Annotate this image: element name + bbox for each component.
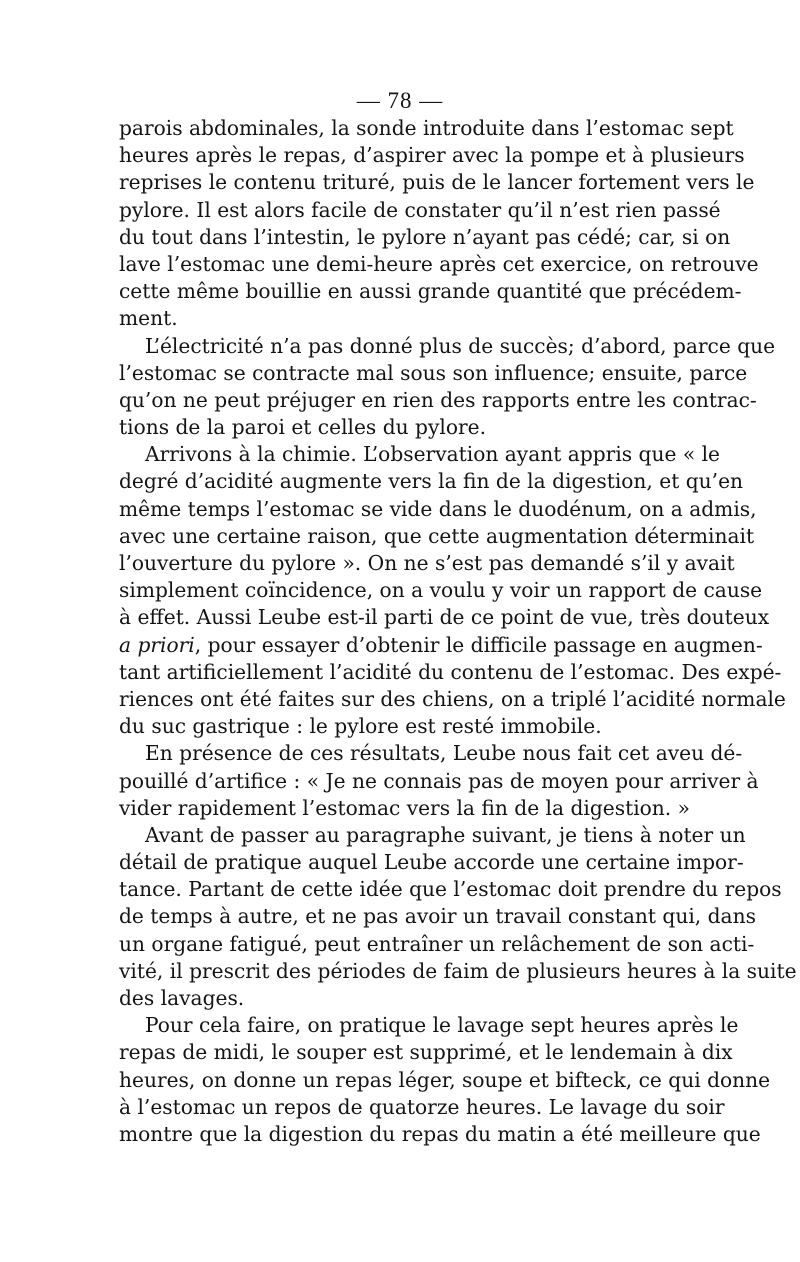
- body-text: [119, 115, 797, 1148]
- text-run: , pour essayer d’obtenir le difficile passage en augmen-: [194, 632, 763, 657]
- text-line: tions de la paroi et celles du pylore.: [119, 415, 486, 440]
- text-line: qu’on ne peut préjuger en rien des rapports entre les contrac-: [119, 387, 757, 412]
- text-line: à effet. Aussi Leube est-il parti de ce point de vue, très douteux: [119, 605, 770, 630]
- text-line: vité, il prescrit des périodes de faim de plusieurs heures à la suite: [119, 958, 797, 983]
- text-line: lave l’estomac une demi-heure après cet exercice, on retrouve: [119, 251, 759, 276]
- text-line: avec une certaine raison, que cette augmentation déterminait: [119, 523, 755, 548]
- text-line: simplement coïncidence, on a voulu y voir un rapport de cause: [119, 578, 763, 603]
- text-line: un organe fatigué, peut entraîner un relâchement de son acti-: [119, 931, 755, 956]
- text-line: heures, on donne un repas léger, soupe et bifteck, ce qui donne: [119, 1067, 771, 1092]
- text-line: tance. Partant de cette idée que l’estomac doit prendre du repos: [119, 877, 782, 902]
- text-line: l’ouverture du pylore ». On ne s’est pas demandé s’il y avait: [119, 551, 735, 575]
- text-line: pouillé d’artifice : « Je ne connais pas de moyen pour arriver à: [119, 768, 759, 793]
- text-line: L’électricité n’a pas donné plus de succès; d’abord, parce que: [145, 333, 776, 358]
- text-line: riences ont été faites sur des chiens, on a triplé l’acidité normale: [119, 686, 786, 711]
- text-line: cette même bouillie en aussi grande quantité que précédem-: [119, 279, 742, 304]
- text-line: Arrivons à la chimie. L’observation ayant appris que « le: [145, 442, 721, 467]
- text-line: reprises le contenu trituré, puis de le lancer fortement vers le: [119, 170, 755, 195]
- text-line: même temps l’estomac se vide dans le duodénum, on a admis,: [119, 496, 757, 521]
- text-line: l’estomac se contracte mal sous son influence; ensuite, parce: [119, 360, 748, 385]
- text-line: [119, 632, 763, 659]
- text-line: du suc gastrique : le pylore est resté immobile.: [119, 714, 602, 739]
- text-line: détail de pratique auquel Leube accorde une certaine impor-: [119, 850, 744, 875]
- text-line: tant artificiellement l’acidité du contenu de l’estomac. Des expé-: [119, 659, 782, 684]
- text-line: parois abdominales, la sonde introduite dans l’estomac sept: [119, 116, 734, 140]
- text-line: heures après le repas, d’aspirer avec la pompe et à plusieurs: [119, 143, 745, 168]
- text-line: Avant de passer au paragraphe suivant, je tiens à noter un: [145, 822, 746, 847]
- text-line: des lavages.: [119, 986, 245, 1010]
- text-line: En présence de ces résultats, Leube nous fait cet aveu dé-: [145, 741, 743, 766]
- page-number: — 78 —: [356, 88, 444, 113]
- text-line: du tout dans l’intestin, le pylore n’ayant pas cédé; car, si on: [119, 224, 731, 249]
- text-line: pylore. Il est alors facile de constater qu’il n’est rien passé: [119, 197, 721, 222]
- text-line: montre que la digestion du repas du matin a été meilleure que: [119, 1121, 761, 1146]
- text-line: vider rapidement l’estomac vers la fin de la digestion. »: [119, 795, 690, 820]
- text-line: ment.: [119, 306, 178, 331]
- text-line: Pour cela faire, on pratique le lavage sept heures après le: [145, 1013, 739, 1038]
- text-line: de temps à autre, et ne pas avoir un travail constant qui, dans: [119, 904, 756, 929]
- italic-phrase: a priori: [119, 632, 195, 657]
- text-line: repas de midi, le souper est supprimé, et le lendemain à dix: [119, 1040, 733, 1065]
- text-line: degré d’acidité augmente vers la fin de la digestion, et qu’en: [119, 469, 744, 494]
- text-line: à l’estomac un repos de quatorze heures. Le lavage du soir: [119, 1094, 725, 1119]
